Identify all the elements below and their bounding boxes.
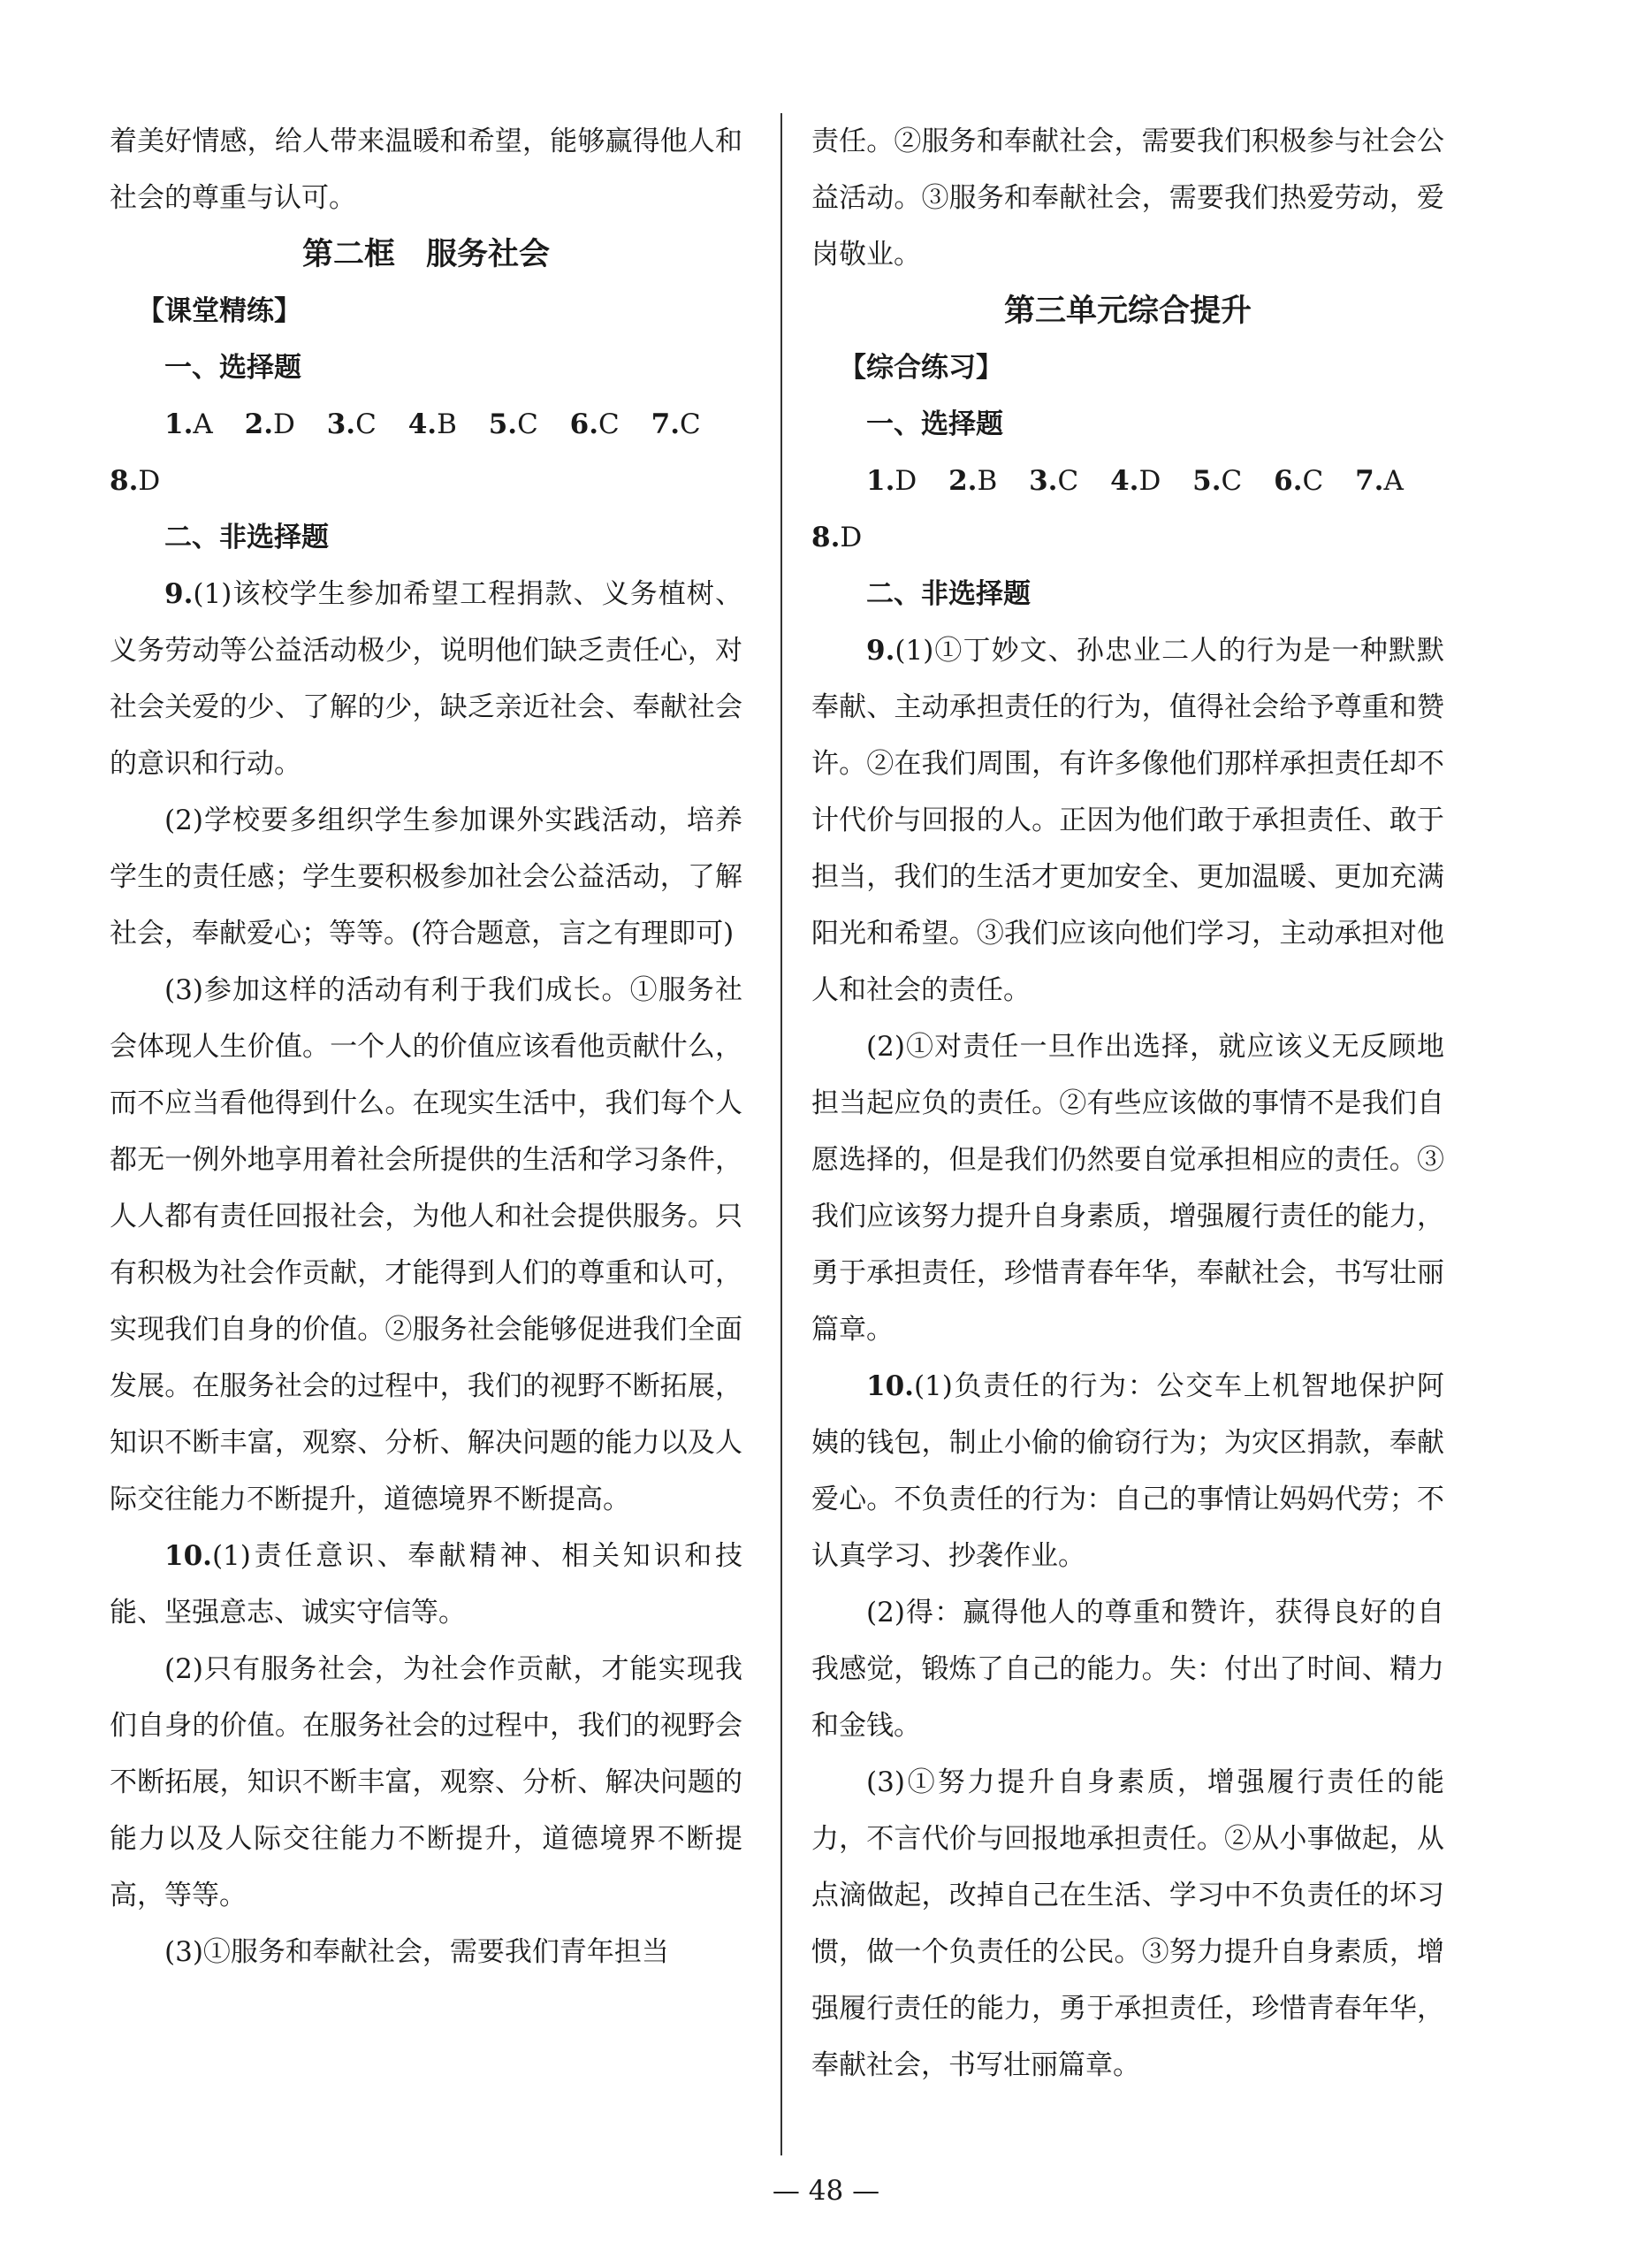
q10-part1: 10.(1)负责任的行为：公交车上机智地保护阿姨的钱包，制止小偷的偷窃行为；为灾区捐款，奉献爱心。不负责任的行为：自己的事情让妈妈代劳；不认真学习、抄袭作业。 [811, 1370, 1444, 1572]
answer-item: 2.B [948, 465, 998, 497]
answer-item: 1.D [866, 465, 917, 497]
answer-item: 7.A [1355, 465, 1404, 497]
answer-item: 4.D [1110, 465, 1161, 497]
section-label: 【综合练习】 [839, 352, 1003, 384]
answer-item: 3.C [326, 408, 377, 440]
answer-item: 6.C [1274, 465, 1324, 497]
answer-item: 6.C [569, 408, 620, 440]
heading-choice: 一、选择题 [164, 352, 301, 384]
q10-part2: (2)得：赢得他人的尊重和赞许，获得良好的自我感觉，锻炼了自己的能力。失：付出了时间、精力和金钱。 [811, 1597, 1444, 1742]
q9-part3: (3)参加这样的活动有利于我们成长。①服务社会体现人生价值。一个人的价值应该看他贡献什么，而不应当看他得到什么。在现实生活中，我们每个人都无一例外地享用着社会所提供的生活和学习条件，人人都有责任回报社会，为他人和社会提供服务。只有积极为社会作贡献，才能得到人们的尊重和认可，实现我们自身的价值。②服务社会能够促进我们全面发展。在服务社会的过程中，我们的视野不断拓展，知识不断丰富，观察、分析、解决问题的能力以及人际交往能力不断提升，道德境界不断提高。 [110, 974, 742, 1515]
answer-item: 5.C [488, 408, 538, 440]
answer-item: 7.C [651, 408, 701, 440]
q9-part2: (2)①对责任一旦作出选择，就应该义无反顾地担当起应负的责任。②有些应该做的事情不是我们自愿选择的，但是我们仍然要自觉承担相应的责任。③我们应该努力提升自身素质，增强履行责任的能力，勇于承担责任，珍惜青春年华，奉献社会，书写壮丽篇章。 [811, 1031, 1444, 1346]
answer-item: 2.D [244, 408, 295, 440]
q9-part1: 9.(1)该校学生参加希望工程捐款、义务植树、义务劳动等公益活动极少，说明他们缺乏责任心，对社会关爱的少、了解的少，缺乏亲近社会、奉献社会的意识和行动。 [110, 578, 742, 780]
answer-item: 3.C [1029, 465, 1079, 497]
section-label: 【课堂精练】 [137, 295, 301, 327]
unit-title: 第三单元综合提升 [1003, 294, 1252, 329]
heading-nonchoice: 二、非选择题 [164, 522, 329, 553]
answer-item: 8.D [110, 465, 161, 497]
choice-answers [811, 453, 1444, 509]
lesson-title: 第二框 服务社会 [301, 237, 550, 272]
page-number: — 48 — [772, 2175, 880, 2207]
right-column [811, 113, 1444, 2094]
heading-nonchoice: 二、非选择题 [866, 578, 1031, 610]
paragraph: 着美好情感，给人带来温暖和希望，能够赢得他人和社会的尊重与认可。 [110, 126, 742, 214]
q10-part3: (3)①努力提升自身素质，增强履行责任的能力，不言代价与回报地承担责任。②从小事做起，从点滴做起，改掉自己在生活、学习中不负责任的坏习惯，做一个负责任的公民。③努力提升自身素质，增强履行责任的能力，勇于承担责任，珍惜青春年华，奉献社会，书写壮丽篇章。 [811, 1766, 1444, 2081]
paragraph: 责任。②服务和奉献社会，需要我们积极参与社会公益活动。③服务和奉献社会，需要我们热爱劳动，爱岗敬业。 [811, 126, 1444, 271]
q10-part1: 10.(1)责任意识、奉献精神、相关知识和技能、坚强意志、诚实守信等。 [110, 1540, 742, 1629]
q10-part2: (2)只有服务社会，为社会作贡献，才能实现我们自身的价值。在服务社会的过程中，我们的视野会不断拓展，知识不断丰富，观察、分析、解决问题的能力以及人际交往能力不断提升，道德境界不断提高，等等。 [110, 1653, 742, 1911]
answer-item: 1.A [164, 408, 213, 440]
q9-part1: 9.(1)①丁妙文、孙忠业二人的行为是一种默默奉献、主动承担责任的行为，值得社会给予尊重和赞许。②在我们周围，有许多像他们那样承担责任却不计代价与回报的人。正因为他们敢于承担责任、敢于担当，我们的生活才更加安全、更加温暖、更加充满阳光和希望。③我们应该向他们学习，主动承担对他人和社会的责任。 [811, 635, 1444, 1006]
answer-item: 5.C [1192, 465, 1243, 497]
left-column [110, 113, 742, 1980]
q9-part2: (2)学校要多组织学生参加课外实践活动，培养学生的责任感；学生要积极参加社会公益活动，了解社会，奉献爱心；等等。(符合题意，言之有理即可) [110, 805, 742, 950]
answer-item: 8.D [811, 522, 863, 553]
heading-choice: 一、选择题 [866, 408, 1003, 440]
q10-part3: (3)①服务和奉献社会，需要我们青年担当 [164, 1936, 669, 1968]
column-divider [780, 113, 782, 2155]
answer-item: 4.B [407, 408, 457, 440]
choice-answers [110, 396, 742, 453]
